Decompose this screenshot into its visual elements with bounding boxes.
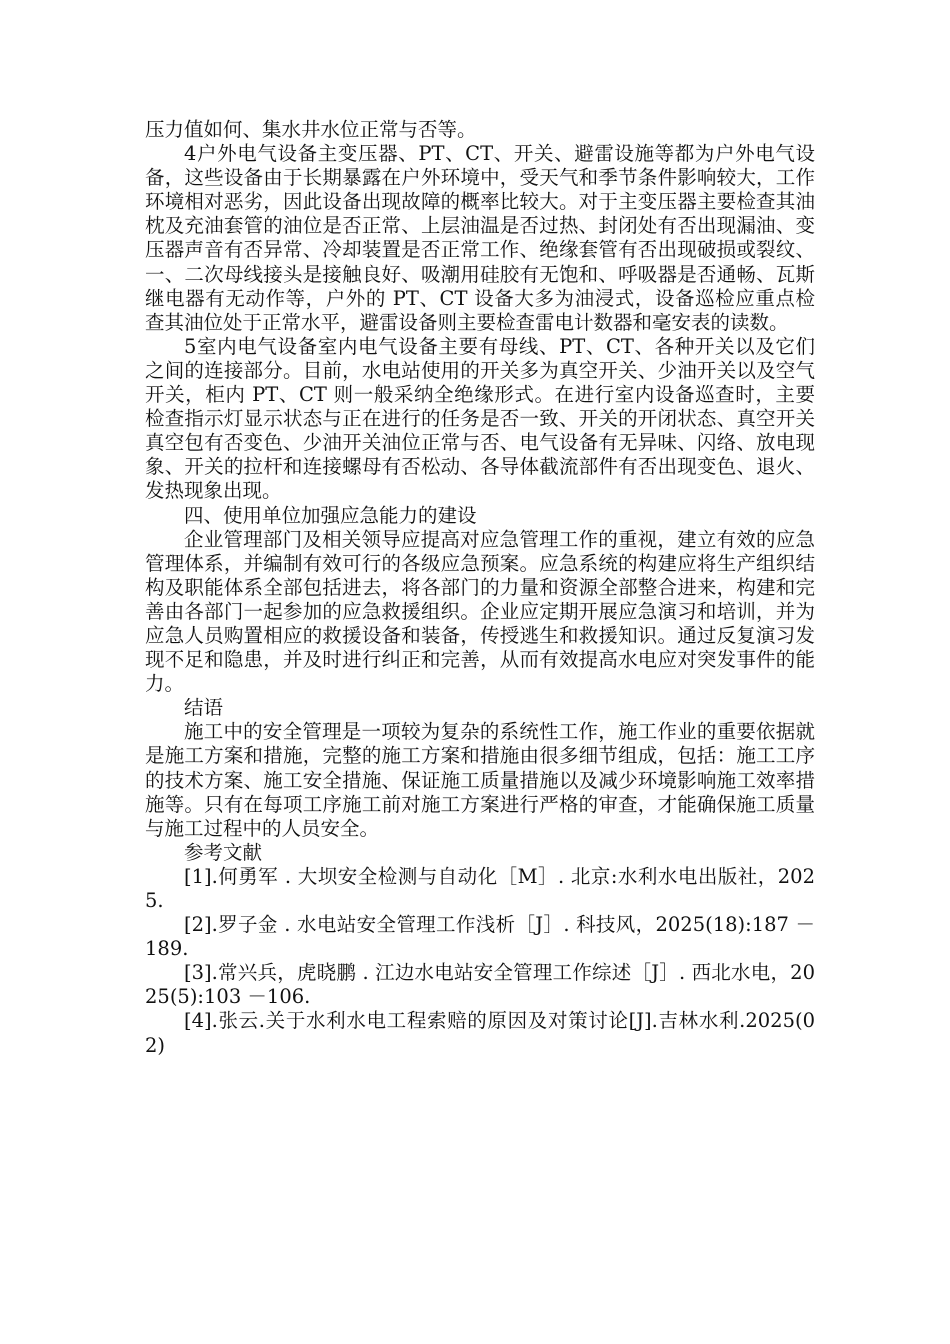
- paragraph-emergency: 企业管理部门及相关领导应提高对应急管理工作的重视，建立有效的应急管理体系，并编制有效可行的各级应急预案。应急系统的构建应将生产组织结构及职能体系全部包括进去，将各部门的力量和资源全部整合进来，构建和完善由各部门一起参加的应急救援组织。企业应定期开展应急演习和培训，并为应急人员购置相应的救援设备和装备，传授逃生和救援知识。通过反复演习发现不足和隐患，并及时进行纠正和完善，从而有效提高水电应对突发事件的能力。: [145, 527, 815, 696]
- reference-item: [1].何勇军 . 大坝安全检测与自动化［M］. 北京:水利水电出版社，2025.: [145, 864, 815, 912]
- reference-item: [2].罗子金 . 水电站安全管理工作浅析［J］. 科技风，2025(18):187 －189.: [145, 913, 815, 961]
- paragraph-continuation: 压力值如何、集水井水位正常与否等。: [145, 118, 477, 141]
- section-heading-conclusion: 结语: [184, 696, 224, 720]
- document-page: [145, 118, 815, 1058]
- paragraph-outdoor-equipment: 4户外电气设备主变压器、PT、CT、开关、避雷设施等都为户外电气设备，这些设备由于长期暴露在户外环境中，受天气和季节条件影响较大，工作环境相对恶劣，因此设备出现故障的概率比较大。对于主变压器主要检查其油枕及充油套管的油位是否正常、上层油温是否过热、封闭处有否出现漏油、变压器声音有否异常、冷却装置是否正常工作、绝缘套管有否出现破损或裂纹、一、二次母线接头是接触良好、吸潮用硅胶有无饱和、呼吸器是否通畅、瓦斯继电器有无动作等，户外的 PT、CT 设备大多为油浸式，设备巡检应重点检查其油位处于正常水平，避雷设备则主要检查雷电计数器和毫安表的读数。: [145, 142, 815, 334]
- paragraph-conclusion: 施工中的安全管理是一项较为复杂的系统性工作，施工作业的重要依据就是施工方案和措施，完整的施工方案和措施由很多细节组成，包括：施工工序的技术方案、施工安全措施、保证施工质量措施以及减少环境影响施工效率措施等。只有在每项工序施工前对施工方案进行严格的审查，才能确保施工质量与施工过程中的人员安全。: [145, 720, 815, 840]
- paragraph-indoor-equipment: 5室内电气设备室内电气设备主要有母线、PT、CT、各种开关以及它们之间的连接部分。目前，水电站使用的开关多为真空开关、少油开关以及空气开关，柜内 PT、CT 则一般采纳全绝缘形式。在进行室内设备巡查时，主要检查指示灯显示状态与正在进行的任务是否一致、开关的开闭状态、真空开关真空包有否变色、少油开关油位正常与否、电气设备有无异味、闪络、放电现象、开关的拉杆和连接螺母有否松动、各导体截流部件有否出现变色、退火、发热现象出现。: [145, 334, 815, 503]
- section-heading-references: 参考文献: [184, 840, 263, 864]
- section-heading-emergency: 四、使用单位加强应急能力的建设: [184, 503, 477, 527]
- reference-item: [3].常兴兵，虎晓鹏 . 江边水电站安全管理工作综述［J］. 西北水电，2025(5):103 －106.: [145, 961, 815, 1009]
- reference-item: [4].张云.关于水利水电工程索赔的原因及对策讨论[J].吉林水利.2025(02): [145, 1009, 815, 1057]
